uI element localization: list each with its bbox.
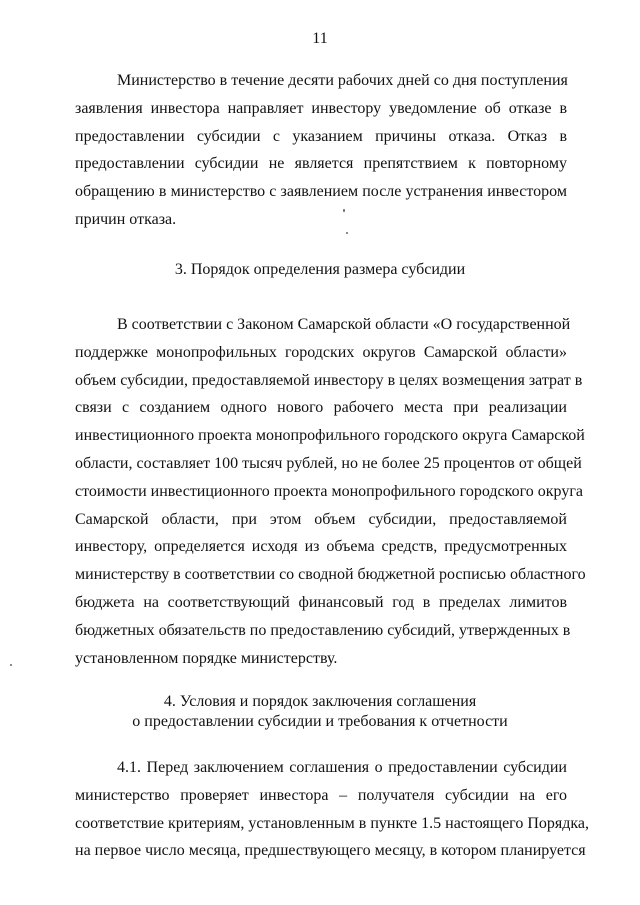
paragraph-line: инвестиционного проекта монопрофильного городского округа Самарской	[75, 427, 585, 445]
paragraph-refusal-notice	[75, 67, 567, 234]
paragraph-line: связи с созданием одного нового рабочего места при реализации	[75, 399, 567, 417]
paragraph-line: бюджета на соответствующий финансовый год в пределах лимитов	[75, 593, 567, 611]
paragraph-line: предоставлении субсидии не является препятствием к повторному	[75, 155, 567, 173]
paragraph-line: 4.1. Перед заключением соглашения о предоставлении субсидии	[117, 759, 567, 776]
paragraph-line: поддержке монопрофильных городских округов Самарской области»	[75, 343, 567, 361]
paragraph-line: на первое число месяца, предшествующего месяцу, в котором планируется	[75, 842, 586, 860]
paragraph-line: предоставлении субсидии с указанием причины отказа. Отказ в	[75, 127, 567, 145]
paragraph-line: соответствие критериям, установленным в пункте 1.5 настоящего Порядка,	[75, 814, 590, 832]
paragraph-line: причин отказа.	[75, 210, 177, 228]
section-heading-line1: 4. Условия и порядок заключения соглашения	[163, 693, 477, 710]
paragraph-line: заявления инвестора направляет инвестору уведомление об отказе в	[75, 99, 567, 117]
paragraph-line: министерство проверяет инвестора – получателя субсидии на его	[75, 786, 567, 804]
scan-speck	[10, 664, 12, 666]
paragraph-line: объем субсидии, предоставляемой инвестору в целях возмещения затрат в	[75, 371, 583, 389]
scan-speck	[343, 209, 345, 212]
paragraph-agreement-check	[75, 754, 590, 865]
scan-speck	[346, 232, 348, 234]
paragraph-line: Министерство в течение десяти рабочих дней со дня поступления	[117, 72, 568, 89]
section-heading-line2: о предоставлении субсидии и требования к отчетности	[132, 713, 508, 730]
paragraph-line: бюджетных обязательств по предоставлению субсидий, утвержденных в	[75, 621, 571, 639]
paragraph-line: министерству в соответствии со сводной бюджетной росписью областного	[75, 566, 586, 584]
paragraph-line: инвестору, определяется исходя из объема средств, предусмотренных	[75, 538, 567, 556]
paragraph-line: стоимости инвестиционного проекта монопрофильного городского округа	[75, 482, 583, 500]
paragraph-line: установленном порядке министерству.	[75, 649, 338, 667]
paragraph-line: Самарской области, при этом объем субсидии, предоставляемой	[75, 510, 567, 528]
section-heading: 3. Порядок определения размера субсидии	[174, 261, 466, 278]
paragraph-line: обращению в министерство с заявлением после устранения инвестором	[75, 183, 567, 201]
paragraph-line: В соответствии с Законом Самарской области «О государственной	[117, 316, 571, 333]
paragraph-subsidy-amount	[75, 311, 586, 672]
page-number: 11	[312, 30, 328, 47]
paragraph-line: области, составляет 100 тысяч рублей, но не более 25 процентов от общей	[75, 454, 582, 472]
